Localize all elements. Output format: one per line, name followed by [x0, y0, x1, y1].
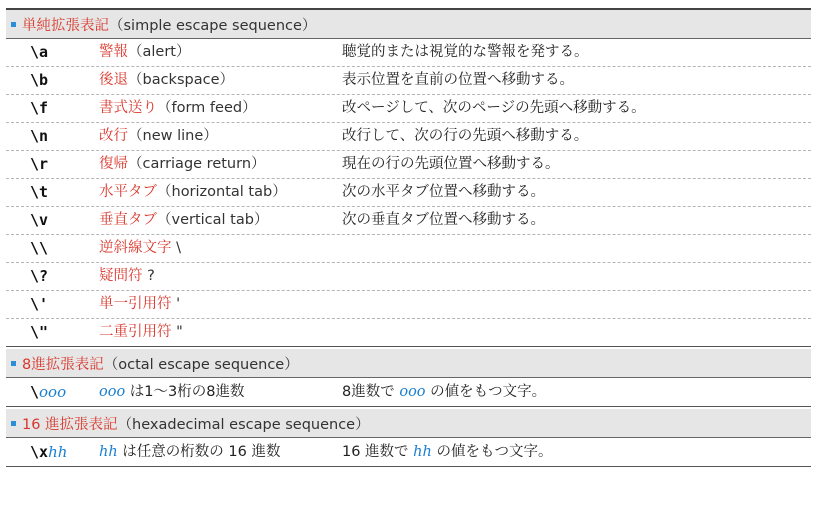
- escape-name: [99, 39, 190, 66]
- section-header-hex: [6, 409, 811, 438]
- name-jp: 疑問符: [99, 268, 143, 284]
- section-title-jp: 8進拡張表記: [22, 356, 104, 373]
- escape-description: 聴覚的または視覚的な警報を発する。: [342, 44, 589, 60]
- escape-name: [99, 123, 218, 150]
- escape-description: 16 進数で hh の値をもつ文字。: [342, 444, 553, 460]
- name-en: （new line）: [128, 128, 218, 144]
- escape-code: \v: [30, 211, 49, 229]
- name-en: （carriage return）: [128, 156, 266, 172]
- escape-code: \a: [30, 43, 49, 61]
- escape-code: \ooo: [30, 383, 67, 401]
- name-en: \: [171, 240, 181, 256]
- escape-code: \": [30, 323, 49, 341]
- table-row: [6, 439, 811, 467]
- escape-code: \': [30, 295, 49, 313]
- name-jp: 復帰: [99, 156, 128, 172]
- name-jp: 書式送り: [99, 100, 157, 116]
- name-en: ": [171, 324, 183, 340]
- name-en: ?: [142, 268, 155, 284]
- escape-name: [99, 291, 180, 318]
- escape-code: \r: [30, 155, 49, 173]
- escape-description: 改行して、次の行の先頭へ移動する。: [342, 128, 589, 144]
- name-jp: 水平タブ: [99, 184, 157, 200]
- name-jp: 逆斜線文字: [99, 240, 172, 256]
- name-jp: 単一引用符: [99, 296, 172, 312]
- table-row: [6, 379, 811, 407]
- table-row: [6, 291, 811, 319]
- escape-code: \f: [30, 99, 49, 117]
- section-header-simple: [6, 10, 811, 39]
- name-en: （backspace）: [128, 72, 234, 88]
- name-jp: 垂直タブ: [99, 212, 157, 228]
- name-en: （vertical tab）: [157, 212, 269, 228]
- escape-name: [99, 151, 266, 178]
- escape-code: \b: [30, 71, 49, 89]
- section-title-en: （octal escape sequence）: [103, 356, 299, 373]
- section-title-jp: 16 進拡張表記: [22, 416, 118, 433]
- table-row: [6, 123, 811, 151]
- table-row: [6, 179, 811, 207]
- table-row: [6, 39, 811, 67]
- table-row: [6, 207, 811, 235]
- name-jp: 警報: [99, 44, 128, 60]
- escape-code: \xhh: [30, 443, 68, 461]
- escape-name: [99, 179, 287, 206]
- name-jp: 二重引用符: [99, 324, 172, 340]
- bullet-icon: [11, 361, 16, 366]
- name-en: ': [171, 296, 181, 312]
- table-row: [6, 151, 811, 179]
- name-en: （alert）: [128, 44, 191, 60]
- name-en: （horizontal tab）: [157, 184, 287, 200]
- escape-description: 8進数で ooo の値をもつ文字。: [342, 384, 547, 400]
- escape-description: 次の垂直タブ位置へ移動する。: [342, 212, 545, 228]
- name-en: （form feed）: [157, 100, 257, 116]
- escape-description: 表示位置を直前の位置へ移動する。: [342, 72, 574, 88]
- section-title-en: （hexadecimal escape sequence）: [117, 416, 370, 433]
- table-row: [6, 235, 811, 263]
- escape-name: hh は任意の桁数の 16 進数: [99, 444, 281, 460]
- escape-name: [99, 95, 257, 122]
- table-row: [6, 263, 811, 291]
- escape-description: 現在の行の先頭位置へ移動する。: [342, 156, 560, 172]
- escape-name: [99, 235, 181, 262]
- table-row: [6, 319, 811, 347]
- escape-description: 改ページして、次のページの先頭へ移動する。: [342, 100, 646, 116]
- escape-code: \\: [30, 239, 49, 257]
- bullet-icon: [11, 22, 16, 27]
- escape-name: [99, 67, 234, 94]
- escape-name: [99, 263, 155, 290]
- name-jp: 改行: [99, 128, 128, 144]
- section-title-jp: 単純拡張表記: [22, 17, 109, 34]
- bullet-icon: [11, 421, 16, 426]
- escape-name: [99, 207, 268, 234]
- escape-name: [99, 319, 183, 346]
- escape-name: ooo は1～3桁の8進数: [99, 384, 245, 400]
- table-row: [6, 67, 811, 95]
- escape-code: \n: [30, 127, 49, 145]
- table-row: [6, 95, 811, 123]
- section-header-octal: [6, 349, 811, 378]
- escape-description: 次の水平タブ位置へ移動する。: [342, 184, 545, 200]
- escape-code: \?: [30, 267, 49, 285]
- escape-code: \t: [30, 183, 49, 201]
- section-title-en: （simple escape sequence）: [109, 17, 317, 34]
- name-jp: 後退: [99, 72, 128, 88]
